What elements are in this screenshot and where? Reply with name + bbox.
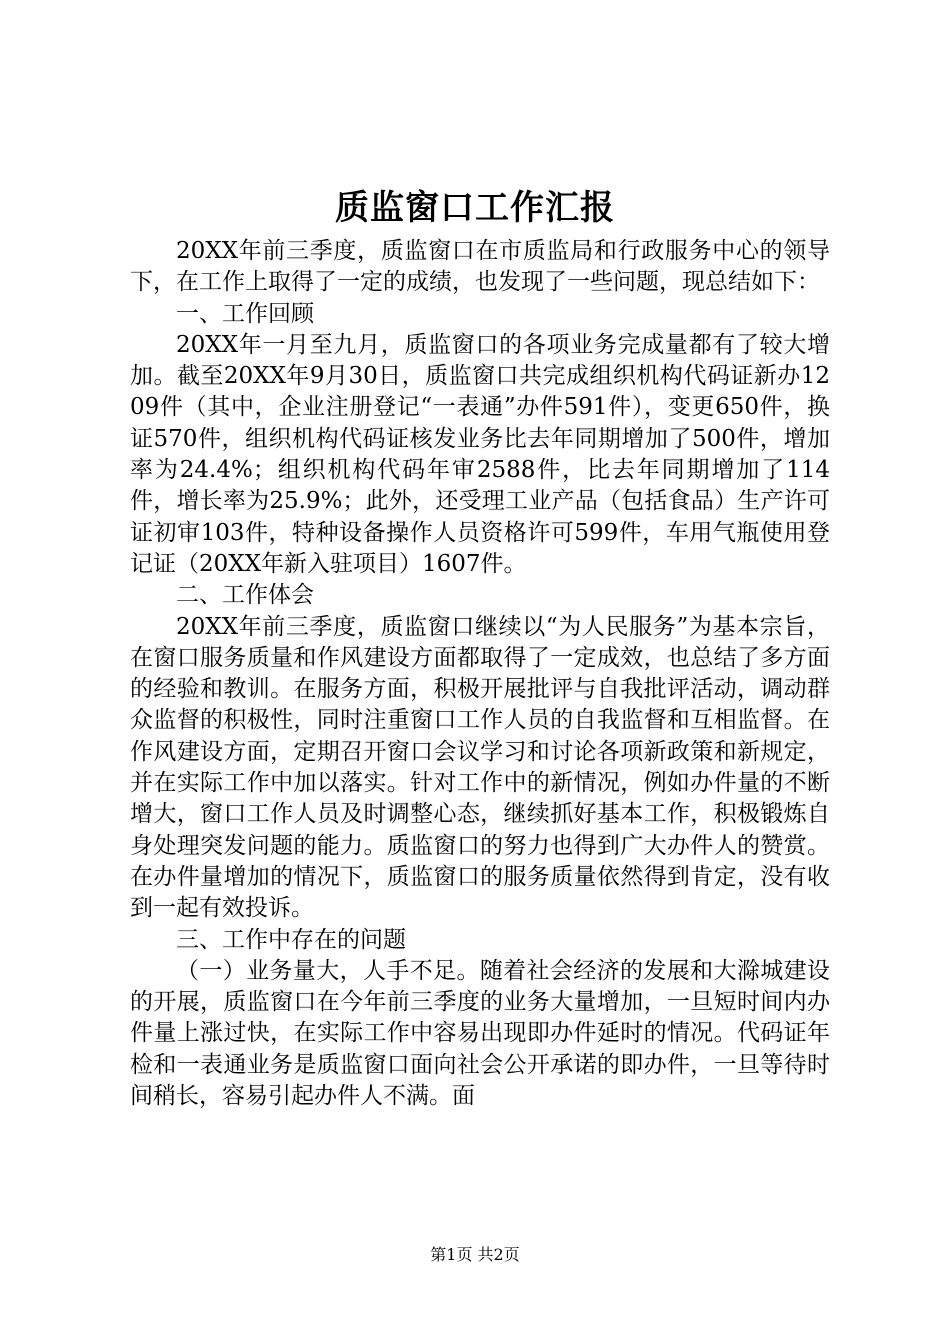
paragraph-existing-problems: （一）业务量大，人手不足。随着社会经济的发展和大滁城建设的开展，质监窗口在今年前三季度的业务大量增加，一旦短时间内办件量上涨过快，在实际工作中容易出现即办件延时的情况。代码证年检和一表通业务是质监窗口面向社会公开承诺的即办件，一旦等待时间稍长，容易引起办件人不满。面 [130, 957, 830, 1110]
heading-work-review: 一、工作回顾 [176, 300, 314, 327]
document-body [130, 236, 830, 1112]
document-title: 质监窗口工作汇报 [335, 188, 615, 228]
heading-work-experience: 二、工作体会 [176, 582, 314, 609]
page-number-footer: 第1页 共2页 [430, 1245, 520, 1264]
paragraph-work-review: 20XX年一月至九月，质监窗口的各项业务完成量都有了较大增加。截至20XX年9月30日，质监窗口共完成组织机构代码证新办1209件（其中，企业注册登记“一表通”办件591件），变更650件，换证570件，组织机构代码证核发业务比去年同期增加了500件，增加率为24.4%；组织机构代码年审2588件，比去年同期增加了114件，增长率为25.9%；此外，还受理工业产品（包括食品）生产许可证初审103件，特种设备操作人员资格许可599件，车用气瓶使用登记证（20XX年新入驻项目）1607件。 [130, 331, 830, 577]
paragraph-work-experience: 20XX年前三季度，质监窗口继续以“为人民服务”为基本宗旨，在窗口服务质量和作风建设方面都取得了一定成效，也总结了多方面的经验和教训。在服务方面，积极开展批评与自我批评活动，调动群众监督的积极性，同时注重窗口工作人员的自我监督和互相监督。在作风建设方面，定期召开窗口会议学习和讨论各项新政策和新规定，并在实际工作中加以落实。针对工作中的新情况，例如办件量的不断增大，窗口工作人员及时调整心态，继续抓好基本工作，积极锻炼自身处理突发问题的能力。质监窗口的努力也得到广大办件人的赞赏。在办件量增加的情况下，质监窗口的服务质量依然得到肯定，没有收到一起有效投诉。 [130, 613, 830, 922]
heading-existing-problems: 三、工作中存在的问题 [176, 926, 406, 953]
paragraph-intro: 20XX年前三季度，质监窗口在市质监局和行政服务中心的领导下，在工作上取得了一定的成绩，也发现了一些问题，现总结如下： [130, 238, 830, 296]
